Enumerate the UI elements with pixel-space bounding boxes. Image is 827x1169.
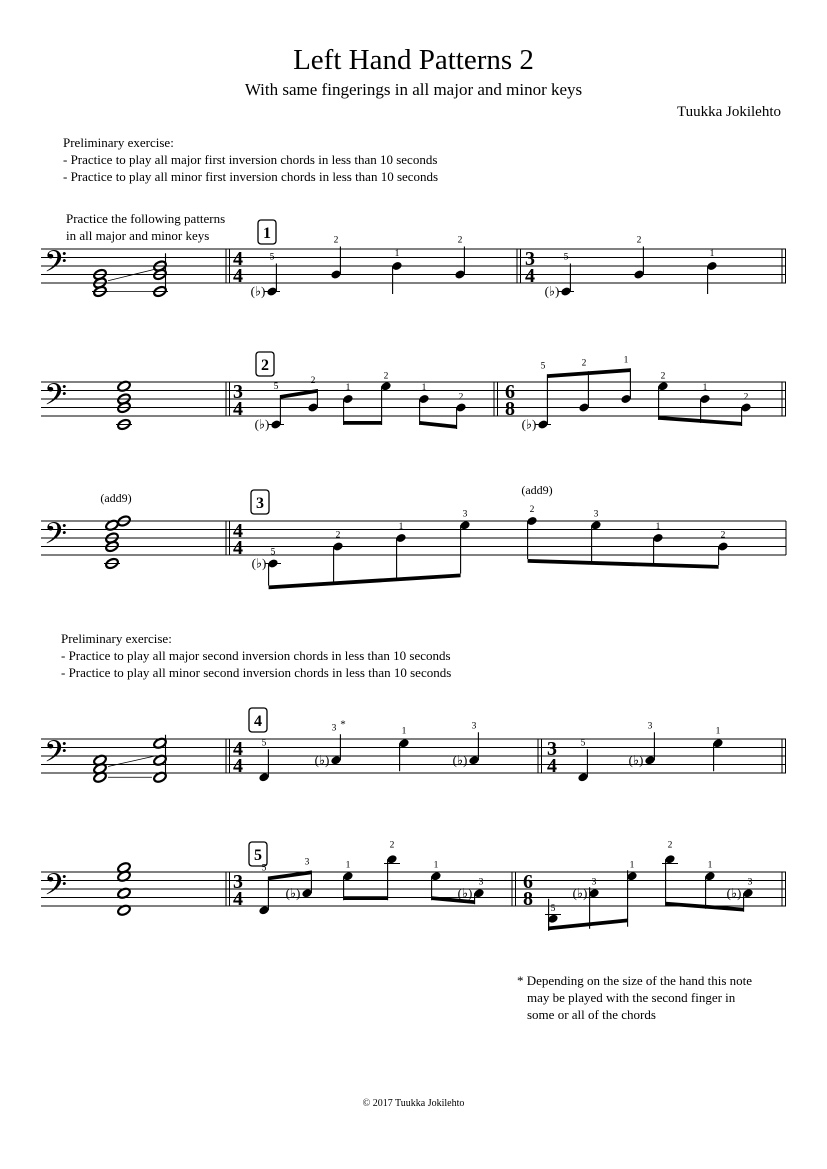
rehearsal-number: 2 — [261, 357, 269, 374]
fingering: 2 — [458, 392, 464, 403]
fingering: 1 — [709, 249, 715, 259]
accidental-flat: (♭) — [285, 885, 301, 901]
beam — [344, 896, 388, 900]
accidental-flat: (♭) — [521, 416, 537, 432]
rehearsal-number: 4 — [254, 713, 262, 730]
time-signature-numerator: 4 — [233, 520, 243, 542]
fingering: 1 — [433, 860, 439, 871]
bass-clef: 𝄢 — [44, 378, 68, 419]
time-signature-denominator: 4 — [233, 755, 243, 777]
fingering: 5 — [273, 382, 279, 392]
fingering: 5 — [550, 903, 556, 914]
accidental-flat: (♭) — [452, 752, 468, 768]
fingering: 3 — [462, 509, 468, 520]
time-signature-denominator: 4 — [233, 888, 243, 910]
time-signature-denominator: 8 — [505, 398, 515, 420]
fingering: 3 — [593, 509, 599, 520]
rehearsal-number: 3 — [256, 495, 264, 512]
beam — [549, 919, 628, 931]
fingering: 5 — [270, 547, 276, 558]
chord-label: (add9) — [521, 483, 553, 497]
fingering: 2 — [720, 530, 726, 541]
fingering: 2 — [335, 530, 341, 541]
time-signature-numerator: 6 — [505, 381, 515, 403]
fingering: 5 — [580, 738, 586, 749]
fingering: 2 — [667, 840, 673, 851]
bass-clef: 𝄢 — [44, 868, 68, 909]
fingering: 1 — [715, 726, 721, 737]
fingering: 1 — [702, 383, 708, 393]
beam — [420, 421, 457, 429]
beam — [269, 574, 461, 590]
time-signature-denominator: 4 — [525, 265, 535, 287]
page-subtitle: With same fingerings in all major and minor keys — [244, 80, 583, 99]
preliminary-line: - Practice to play all major first inversion chords in less than 10 seconds — [63, 152, 438, 167]
time-signature-numerator: 3 — [547, 738, 557, 760]
accidental-flat: (♭) — [250, 283, 266, 299]
fingering: 3 — [331, 723, 337, 734]
copyright: © 2017 Tuukka Jokilehto — [362, 1098, 465, 1109]
fingering: 1 — [623, 355, 629, 366]
accidental-flat: (♭) — [628, 752, 644, 768]
time-signature-denominator: 4 — [233, 537, 243, 559]
fingering: 2 — [310, 376, 316, 386]
preliminary-heading: Preliminary exercise: — [61, 631, 172, 646]
accidental-flat: (♭) — [251, 555, 267, 571]
fingering: 3 — [471, 721, 477, 732]
preliminary-line: - Practice to play all major second inversion chords in less than 10 seconds — [61, 648, 451, 663]
bass-clef: 𝄢 — [44, 735, 68, 776]
time-signature-denominator: 4 — [233, 265, 243, 287]
fingering: 2 — [743, 392, 749, 403]
fingering: 2 — [529, 505, 535, 515]
fingering: 2 — [636, 235, 642, 246]
footnote-line: * Depending on the size of the hand this note — [517, 973, 753, 988]
accidental-flat: (♭) — [254, 416, 270, 432]
time-signature-numerator: 3 — [233, 381, 243, 403]
fingering: 2 — [333, 235, 339, 246]
accidental-flat: (♭) — [726, 885, 742, 901]
fingering: 1 — [707, 860, 713, 871]
accidental-flat: (♭) — [544, 283, 560, 299]
practice-line: Practice the following patterns — [66, 211, 226, 226]
composer-name: Tuukka Jokilehto — [676, 104, 781, 120]
time-signature-denominator: 4 — [233, 398, 243, 420]
time-signature-numerator: 4 — [233, 738, 243, 760]
fingering: 2 — [581, 358, 587, 369]
fingering: 5 — [261, 738, 267, 749]
rehearsal-number: 5 — [254, 847, 262, 864]
fingering: 2 — [383, 371, 389, 382]
time-signature-denominator: 4 — [547, 755, 557, 777]
fingering: 3 — [591, 877, 597, 888]
preliminary-heading: Preliminary exercise: — [63, 135, 174, 150]
bass-clef: 𝄢 — [44, 517, 68, 558]
time-signature-numerator: 3 — [233, 871, 243, 893]
accidental-flat: (♭) — [457, 885, 473, 901]
fingering: 1 — [401, 726, 407, 737]
bass-clef: 𝄢 — [44, 245, 68, 286]
footnote-line: may be played with the second finger in — [527, 990, 736, 1005]
fingering: 1 — [655, 522, 661, 532]
beam — [344, 421, 382, 425]
fingering: 2 — [389, 840, 395, 851]
fingering: 2 — [457, 235, 463, 246]
fingering: 5 — [563, 252, 569, 263]
accidental-flat: (♭) — [572, 885, 588, 901]
fingering: 2 — [660, 371, 666, 382]
practice-line: in all major and minor keys — [66, 228, 210, 243]
fingering: 3 — [304, 857, 310, 868]
time-signature-numerator: 4 — [233, 248, 243, 270]
fingering: 1 — [629, 860, 635, 871]
fingering: 3 — [747, 877, 753, 888]
time-signature-numerator: 6 — [523, 871, 533, 893]
fingering: 1 — [345, 383, 351, 393]
page-title: Left Hand Patterns 2 — [293, 44, 534, 76]
preliminary-line: - Practice to play all minor second inversion chords in less than 10 seconds — [61, 665, 452, 680]
footnote-line: some or all of the chords — [527, 1007, 656, 1022]
time-signature-numerator: 3 — [525, 248, 535, 270]
fingering: 5 — [269, 252, 275, 263]
beam — [666, 902, 744, 912]
preliminary-line: - Practice to play all minor first inversion chords in less than 10 seconds — [63, 169, 439, 184]
rehearsal-number: 1 — [263, 225, 271, 242]
fingering: 1 — [398, 522, 404, 532]
fingering: 5 — [540, 361, 546, 372]
time-signature-denominator: 8 — [523, 888, 533, 910]
fingering: 5 — [261, 863, 267, 874]
fingering: 3 — [647, 721, 653, 732]
accidental-flat: (♭) — [314, 752, 330, 768]
fingering: 1 — [421, 383, 427, 393]
fingering: 1 — [345, 860, 351, 871]
fingering: 1 — [394, 249, 400, 259]
footnote-marker: * — [340, 718, 346, 731]
beam — [528, 559, 719, 569]
chord-label: (add9) — [100, 491, 132, 505]
fingering: 3 — [478, 877, 484, 888]
